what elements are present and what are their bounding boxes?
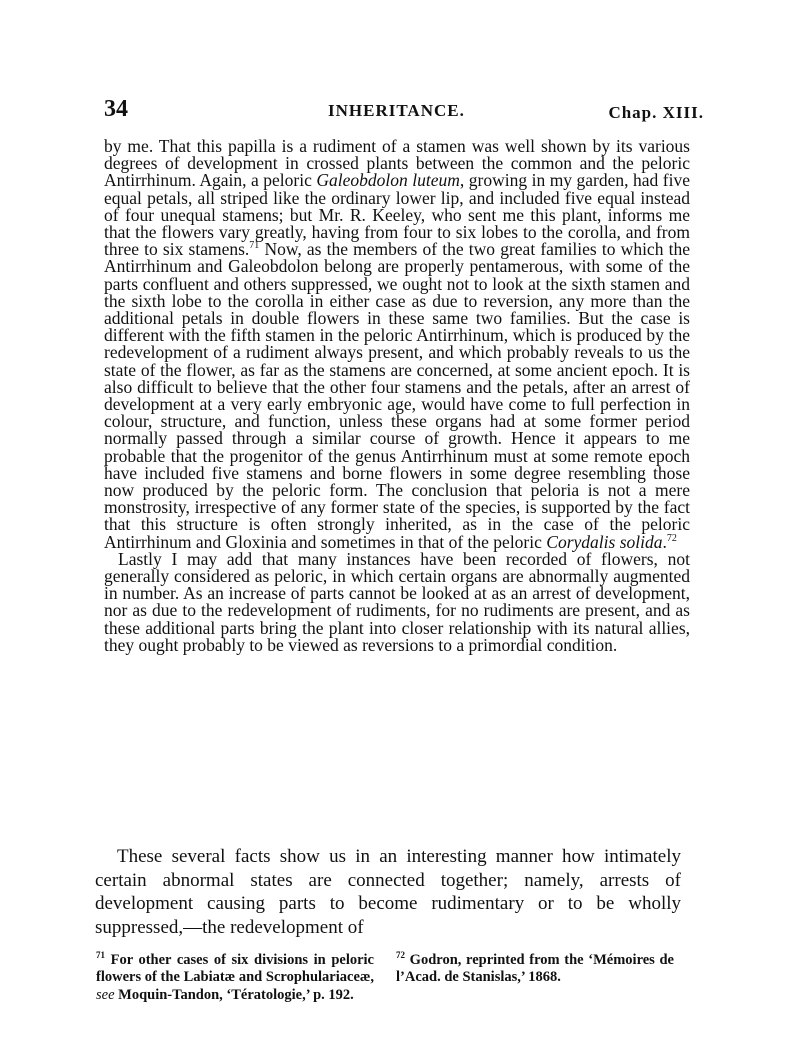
footnote-ref-71[interactable]: 71 — [249, 240, 260, 252]
footnote-text: Moquin-Tandon, ‘Tératologie,’ p. 192. — [114, 986, 354, 1003]
chapter-label: Chap. XIII. — [608, 103, 704, 122]
text-run: by me. That this papilla is a rudiment of a stamen was well shown by its various degrees of development in crossed plants between the common and the peloric Antirrhinum. Again, a peloric — [104, 136, 690, 191]
footnote-italic: see — [96, 986, 115, 1003]
footnote-mark: 72 — [396, 950, 405, 961]
paragraph-lastly — [104, 548, 690, 655]
page-number: 34 — [104, 96, 128, 122]
text-run: Lastly I may add that many instances have been recorded of flowers, not generally considered as peloric, in which certain organs are abnormally augmented in number. As an increase of parts cannot be looked at as an arrest of development, nor as due to the redevelopment of rudiments, for no rudiments are present, and as these additional parts bring the plant into closer relationship with its natural allies, they ought probably to be viewed as reversions to a primordial condition. — [104, 548, 690, 655]
paragraph-peloric-antirrhinum — [104, 138, 690, 551]
text-run: Now, as the members of the two great families to which the Antirrhinum and Galeobdolon belong are properly pentamerous, with some of the parts confluent and others suppressed, we ought not to look at the sixth stamen and the sixth lobe to the corolla in either case as due to reversion, any more than the additional petals in double flowers in these same two families. But the case is different with the fifth stamen in the peloric Antirrhinum, which is produced by the redevelopment of a rudiment always present, and which probably reveals to us the state of the flower, as far as the stamens are concerned, at some ancient epoch. It is also difficult to believe that the other four stamens and the petals, after an arrest of development at a very early embryonic age, would have come to full perfection in colour, structure, and function, unless these organs had at some former period normally passed through a similar course of growth. Hence it appears to me probable that the progenitor of the genus Antirrhinum must at some remote epoch have included five stamens and borne flowers in some degree resembling those now produced by the peloric form. The conclusion that peloria is not a mere monstrosity, irrespective of any former state of the species, is supported by the fact that this structure is often strongly inherited, as in the case of the peloric Antirrhinum and Gloxinia and sometimes in that of the peloric — [104, 239, 690, 552]
species-name-italic: Galeobdolon luteum — [316, 170, 460, 191]
text-run: , growing in my garden, had five equal petals, all striped like the ordinary lower lip, and included five equal instead of four unequal stamens; but Mr. R. Keeley, who sent me this plant, informs me that the flowers vary greatly, having from four to six lobes to the corolla, and from three to six stamens. — [104, 170, 690, 260]
footnote-text: Godron, reprinted from the ‘Mémoires de l’Acad. de Stanislas,’ 1868. — [396, 952, 674, 986]
summary-text — [95, 845, 681, 939]
footnote-ref-72[interactable]: 72 — [666, 532, 677, 544]
summary-paragraph: These several facts show us in an interesting manner how intimately certain abnormal states are connected together; namely, arrests of development causing parts to become rudimentary or to be wholly suppressed,—the redevelopment of — [95, 846, 681, 938]
footnote-72 — [396, 952, 674, 987]
footnotes — [96, 952, 676, 1024]
species-name-italic: Corydalis solida — [546, 531, 663, 552]
footnote-text: For other cases of six divisions in peloric flowers of the Labiatæ and Scrophulariaceæ, — [96, 952, 374, 986]
footnote-71 — [96, 952, 374, 1004]
page-header — [104, 96, 704, 128]
body-text — [104, 138, 690, 654]
text-run: . — [662, 531, 667, 552]
footnote-mark: 71 — [96, 950, 105, 961]
running-title: INHERITANCE. — [328, 101, 465, 120]
